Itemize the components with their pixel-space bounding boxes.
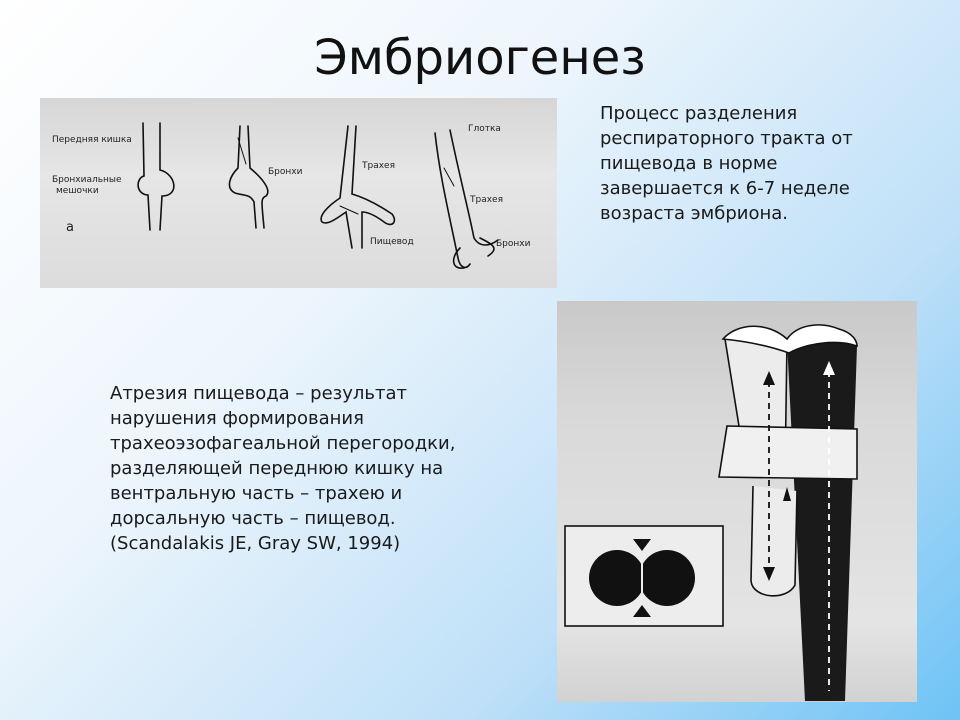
text-line: дорсальную часть – пищевод. xyxy=(110,508,396,529)
label-buds-1: Бронхиальные xyxy=(52,175,122,185)
label-pharynx: Глотка xyxy=(468,124,501,134)
label-bronchi-2: Бронхи xyxy=(496,239,531,249)
septum-plane xyxy=(719,426,857,479)
label-trachea-1: Трахея xyxy=(362,161,396,171)
text-line: разделяющей переднюю кишку на xyxy=(110,458,444,479)
label-panel: а xyxy=(66,220,74,235)
text-line: Процесс разделения xyxy=(600,103,798,124)
label-buds-2: мешочки xyxy=(56,186,99,196)
slide-title: Эмбриогенез xyxy=(314,30,646,86)
text-line: вентральную часть – трахею и xyxy=(110,483,403,504)
label-esophagus: Пищевод xyxy=(370,237,414,247)
label-trachea-2: Трахея xyxy=(470,195,504,205)
embryogenesis-figure xyxy=(40,98,557,288)
dark-tube xyxy=(787,330,857,701)
text-line: пищевода в норме xyxy=(600,153,778,174)
text-line: трахеоэзофагеальной перегородки, xyxy=(110,433,456,454)
septum-figure xyxy=(557,301,917,702)
citation: (Scandalakis JE, Gray SW, 1994) xyxy=(110,533,401,554)
embryogenesis-drawing xyxy=(40,98,557,288)
top-right-text xyxy=(600,101,853,226)
text-line: возраста эмбриона. xyxy=(600,203,788,224)
label-bronchi-1: Бронхи xyxy=(268,167,303,177)
septum-drawing xyxy=(557,301,917,702)
text-line: завершается к 6-7 неделе xyxy=(600,178,850,199)
left-text xyxy=(110,381,455,556)
label-foregut: Передняя кишка xyxy=(52,135,132,145)
text-line: респираторного тракта от xyxy=(600,128,853,149)
text-line: нарушения формирования xyxy=(110,408,364,429)
text-line: Атрезия пищевода – результат xyxy=(110,383,407,404)
lower-pouch xyxy=(751,486,797,596)
